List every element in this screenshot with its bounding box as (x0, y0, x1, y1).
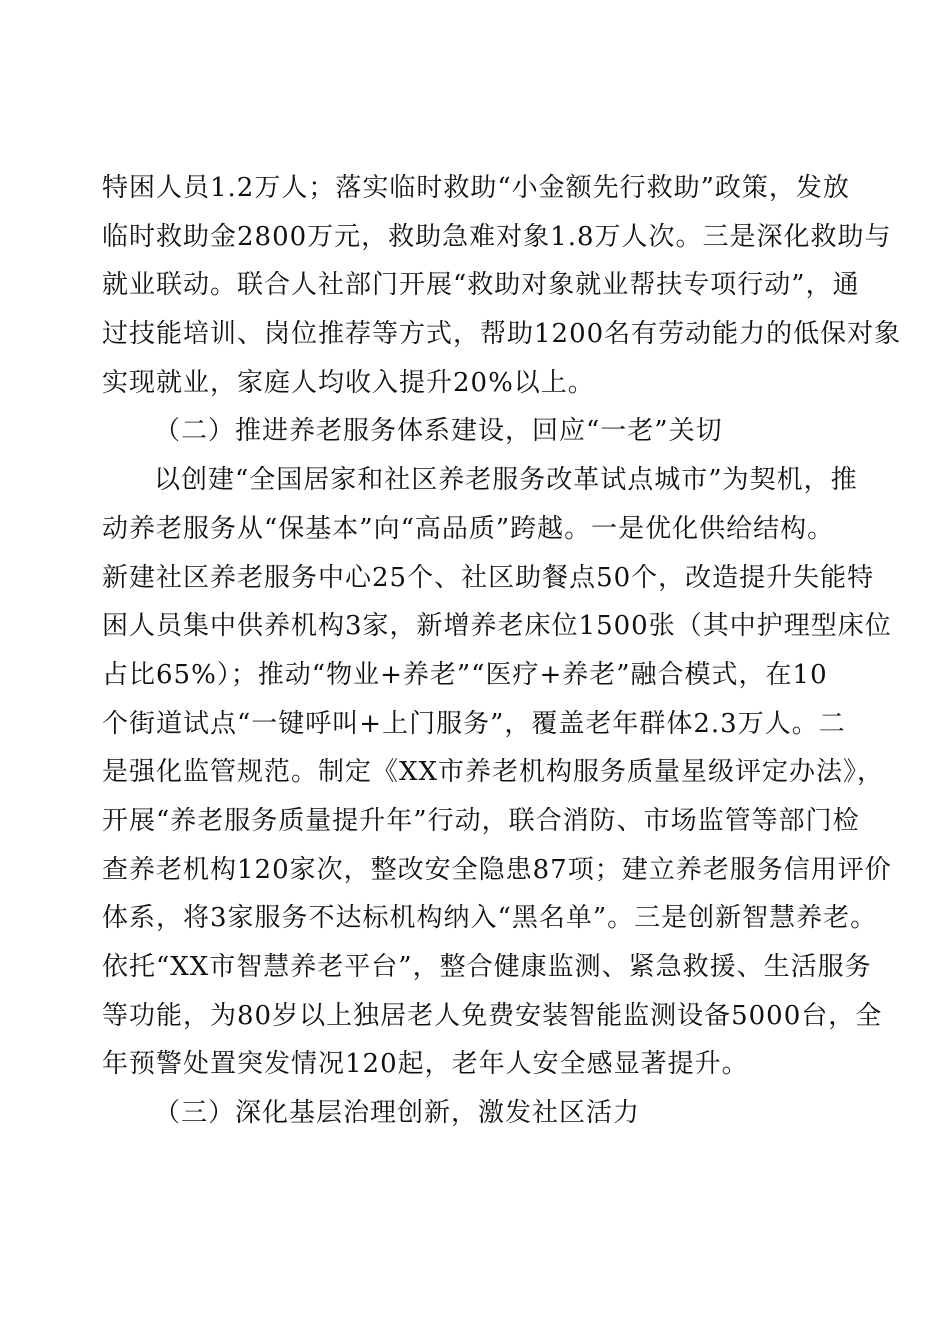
text-line: 特困人员1.2万人；落实临时救助“小金额先行救助”政策，发放 (102, 173, 850, 203)
text-line: 实现就业，家庭人均收入提升20%以上。 (102, 367, 595, 398)
text-line: 个街道试点“一键呼叫+上门服务”，覆盖老年群体2.3万人。二 (102, 708, 846, 739)
text-line: 体系，将3家服务不达标机构纳入“黑名单”。三是创新智慧养老。 (102, 903, 878, 934)
text-line: 临时救助金2800万元，救助急难对象1.8万人次。三是深化救助与 (102, 221, 892, 252)
text-line: 就业联动。联合人社部门开展“救助对象就业帮扶专项行动”，通 (102, 270, 860, 301)
section-heading: （二）推进养老服务体系建设，回应“一老”关切 (154, 416, 723, 447)
text-line: 等功能，为80岁以上独居老人免费安装智能监测设备5000台，全 (102, 1000, 883, 1031)
text-line: 开展“养老服务质量提升年”行动，联合消防、市场监管等部门检 (102, 805, 860, 836)
text-line: 依托“XX市智慧养老平台”，整合健康监测、紧急救援、生活服务 (102, 952, 872, 982)
text-line: 占比65%）；推动“物业+养老”“医疗+养老”融合模式，在10 (102, 659, 828, 690)
text-line: 过技能培训、岗位推荐等方式，帮助1200名有劳动能力的低保对象 (102, 319, 902, 350)
body-text (102, 164, 902, 1138)
text-line: 年预警处置突发情况120起，老年人安全感显著提升。 (102, 1049, 749, 1080)
text-line: 动养老服务从“保基本”向“高品质”跨越。一是优化供给结构。 (102, 513, 835, 544)
section-heading: （三）深化基层治理创新，激发社区活力 (154, 1098, 641, 1129)
text-line: 困人员集中供养机构3家，新增养老床位1500张（其中护理型床位 (102, 611, 892, 642)
text-line: 以创建“全国居家和社区养老服务改革试点城市”为契机，推 (154, 465, 858, 496)
text-line: 是强化监管规范。制定《XX市养老机构服务质量星级评定办法》， (102, 757, 885, 788)
text-line: 新建社区养老服务中心25个、社区助餐点50个，改造提升失能特 (102, 562, 875, 593)
text-line: 查养老机构120家次，整改安全隐患87项；建立养老服务信用评价 (102, 854, 892, 885)
